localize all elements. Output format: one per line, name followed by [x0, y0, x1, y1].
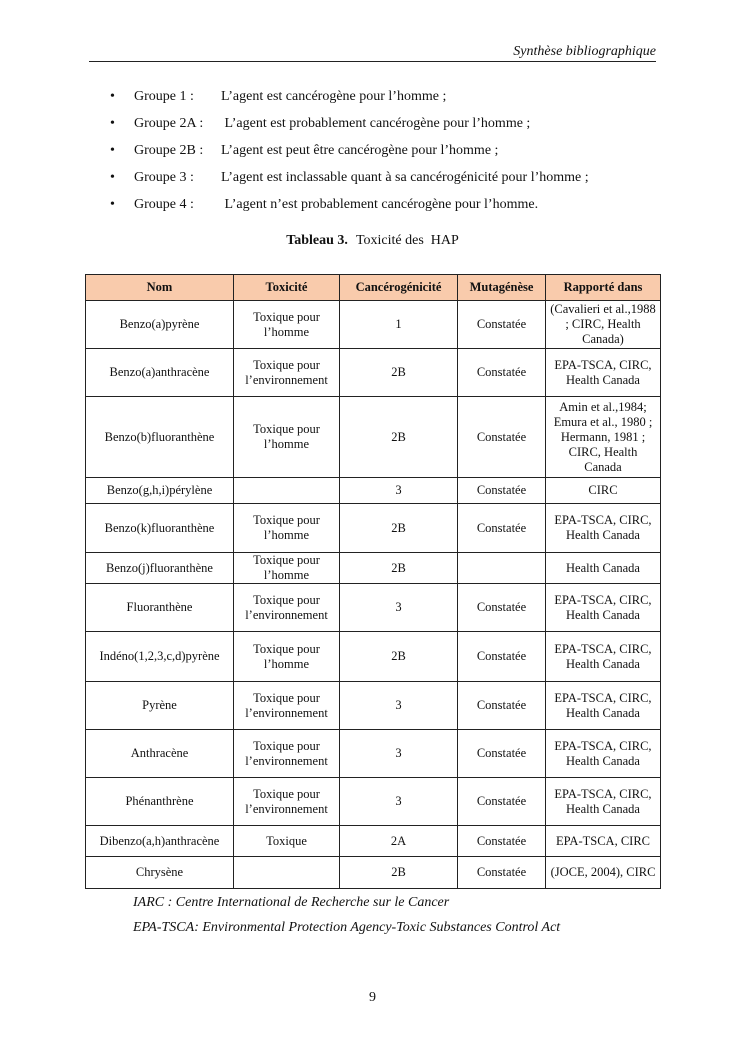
- cell-nom: Benzo(k)fluoranthène: [86, 504, 234, 553]
- cell-rapporte-dans: EPA-TSCA, CIRC, Health Canada: [546, 349, 661, 397]
- running-header: Synthèse bibliographique: [89, 44, 656, 62]
- table-row: [86, 857, 661, 889]
- table-row: [86, 584, 661, 632]
- cell-toxicite: Toxique pour l’environnement: [234, 349, 340, 397]
- group-text: L’agent est probablement cancérogène pour l’homme ;: [221, 116, 531, 131]
- cell-mutagenese: Constatée: [458, 826, 546, 857]
- cell-nom: Benzo(a)pyrène: [86, 301, 234, 349]
- group-text: L’agent n’est probablement cancérogène pour l’homme.: [221, 197, 539, 212]
- cell-nom: Benzo(b)fluoranthène: [86, 397, 234, 478]
- cell-rapporte-dans: Amin et al.,1984; Emura et al., 1980 ; Hermann, 1981 ; CIRC, Health Canada: [546, 397, 661, 478]
- table-header-row: [86, 275, 661, 301]
- cell-rapporte-dans: CIRC: [546, 478, 661, 504]
- cell-mutagenese: Constatée: [458, 778, 546, 826]
- group-label: Groupe 1 :: [134, 89, 194, 104]
- cell-cancerogenicite: 2B: [340, 397, 458, 478]
- cell-toxicite: Toxique pour l’environnement: [234, 778, 340, 826]
- cell-rapporte-dans: Health Canada: [546, 553, 661, 584]
- table-row: [86, 826, 661, 857]
- header-rapporte-dans: Rapporté dans: [546, 275, 661, 301]
- cell-nom: Chrysène: [86, 857, 234, 889]
- list-item: • Groupe 2A : L’agent est probablement cancérogène pour l’homme ;: [110, 116, 589, 143]
- hap-toxicity-table: [85, 274, 661, 889]
- list-item: • Groupe 2B : L’agent est peut être cancérogène pour l’homme ;: [110, 143, 589, 170]
- cell-cancerogenicite: 2A: [340, 826, 458, 857]
- table-row: [86, 349, 661, 397]
- cell-rapporte-dans: (JOCE, 2004), CIRC: [546, 857, 661, 889]
- cell-toxicite: Toxique pour l’homme: [234, 301, 340, 349]
- cell-cancerogenicite: 2B: [340, 349, 458, 397]
- cell-rapporte-dans: (Cavalieri et al.,1988 ; CIRC, Health Canada): [546, 301, 661, 349]
- cell-rapporte-dans: EPA-TSCA, CIRC, Health Canada: [546, 778, 661, 826]
- cell-mutagenese: Constatée: [458, 349, 546, 397]
- cell-nom: Indéno(1,2,3,c,d)pyrène: [86, 632, 234, 682]
- cell-rapporte-dans: EPA-TSCA, CIRC, Health Canada: [546, 730, 661, 778]
- cell-mutagenese: Constatée: [458, 682, 546, 730]
- cell-toxicite: Toxique pour l’homme: [234, 397, 340, 478]
- cell-toxicite: [234, 478, 340, 504]
- cell-rapporte-dans: EPA-TSCA, CIRC, Health Canada: [546, 584, 661, 632]
- table-caption: [0, 233, 745, 249]
- group-label: Groupe 4 :: [134, 197, 194, 212]
- cell-nom: Benzo(a)anthracène: [86, 349, 234, 397]
- note-iarc: IARC : Centre International de Recherche sur le Cancer: [133, 895, 450, 910]
- cell-toxicite: Toxique pour l’homme: [234, 553, 340, 584]
- cell-toxicite: Toxique pour l’environnement: [234, 730, 340, 778]
- cell-mutagenese: [458, 553, 546, 584]
- header-cancerogenicite: Cancérogénicité: [340, 275, 458, 301]
- cell-mutagenese: Constatée: [458, 397, 546, 478]
- cell-mutagenese: Constatée: [458, 857, 546, 889]
- list-item: • Groupe 1 : L’agent est cancérogène pour l’homme ;: [110, 89, 589, 116]
- group-label: Groupe 2B :: [134, 143, 204, 158]
- cell-cancerogenicite: 2B: [340, 632, 458, 682]
- group-list: [110, 89, 589, 224]
- cell-cancerogenicite: 3: [340, 682, 458, 730]
- cell-cancerogenicite: 3: [340, 778, 458, 826]
- caption-title: Toxicité des HAP: [355, 233, 459, 248]
- cell-mutagenese: Constatée: [458, 730, 546, 778]
- cell-toxicite: Toxique pour l’homme: [234, 504, 340, 553]
- cell-nom: Fluoranthène: [86, 584, 234, 632]
- group-text: L’agent est cancérogène pour l’homme ;: [221, 89, 447, 104]
- cell-cancerogenicite: 3: [340, 584, 458, 632]
- cell-cancerogenicite: 2B: [340, 857, 458, 889]
- table-notes: [133, 890, 560, 940]
- cell-nom: Pyrène: [86, 682, 234, 730]
- page-number: 9: [369, 990, 376, 1005]
- note-epa-tsca: EPA-TSCA: Environmental Protection Agency-Toxic Substances Control Act: [133, 920, 561, 935]
- cell-toxicite: [234, 857, 340, 889]
- cell-mutagenese: Constatée: [458, 478, 546, 504]
- cell-mutagenese: Constatée: [458, 301, 546, 349]
- cell-cancerogenicite: 2B: [340, 553, 458, 584]
- caption-number: Tableau 3.: [286, 233, 348, 248]
- group-text: L’agent est peut être cancérogène pour l’homme ;: [221, 143, 499, 158]
- cell-toxicite: Toxique pour l’environnement: [234, 584, 340, 632]
- table-row: [86, 553, 661, 584]
- cell-toxicite: Toxique pour l’homme: [234, 632, 340, 682]
- group-text: L’agent est inclassable quant à sa cancérogénicité pour l’homme ;: [221, 170, 589, 185]
- table-row: [86, 397, 661, 478]
- cell-cancerogenicite: 1: [340, 301, 458, 349]
- cell-rapporte-dans: EPA-TSCA, CIRC, Health Canada: [546, 682, 661, 730]
- cell-nom: Benzo(j)fluoranthène: [86, 553, 234, 584]
- list-item: • Groupe 3 : L’agent est inclassable quant à sa cancérogénicité pour l’homme ;: [110, 170, 589, 197]
- cell-cancerogenicite: 3: [340, 478, 458, 504]
- group-label: Groupe 3 :: [134, 170, 194, 185]
- table-row: [86, 504, 661, 553]
- cell-nom: Dibenzo(a,h)anthracène: [86, 826, 234, 857]
- table-row: [86, 778, 661, 826]
- header-mutagenese: Mutagénèse: [458, 275, 546, 301]
- cell-toxicite: Toxique pour l’environnement: [234, 682, 340, 730]
- table-row: [86, 478, 661, 504]
- cell-nom: Benzo(g,h,i)pérylène: [86, 478, 234, 504]
- table-row: [86, 632, 661, 682]
- cell-nom: Phénanthrène: [86, 778, 234, 826]
- table-row: [86, 301, 661, 349]
- cell-rapporte-dans: EPA-TSCA, CIRC, Health Canada: [546, 632, 661, 682]
- header-toxicite: Toxicité: [234, 275, 340, 301]
- cell-cancerogenicite: 3: [340, 730, 458, 778]
- cell-cancerogenicite: 2B: [340, 504, 458, 553]
- cell-nom: Anthracène: [86, 730, 234, 778]
- table-row: [86, 682, 661, 730]
- list-item: • Groupe 4 : L’agent n’est probablement cancérogène pour l’homme.: [110, 197, 589, 224]
- header-nom: Nom: [86, 275, 234, 301]
- cell-mutagenese: Constatée: [458, 632, 546, 682]
- table-row: [86, 730, 661, 778]
- group-label: Groupe 2A :: [134, 116, 204, 131]
- cell-rapporte-dans: EPA-TSCA, CIRC: [546, 826, 661, 857]
- cell-mutagenese: Constatée: [458, 584, 546, 632]
- cell-toxicite: Toxique: [234, 826, 340, 857]
- cell-mutagenese: Constatée: [458, 504, 546, 553]
- cell-rapporte-dans: EPA-TSCA, CIRC, Health Canada: [546, 504, 661, 553]
